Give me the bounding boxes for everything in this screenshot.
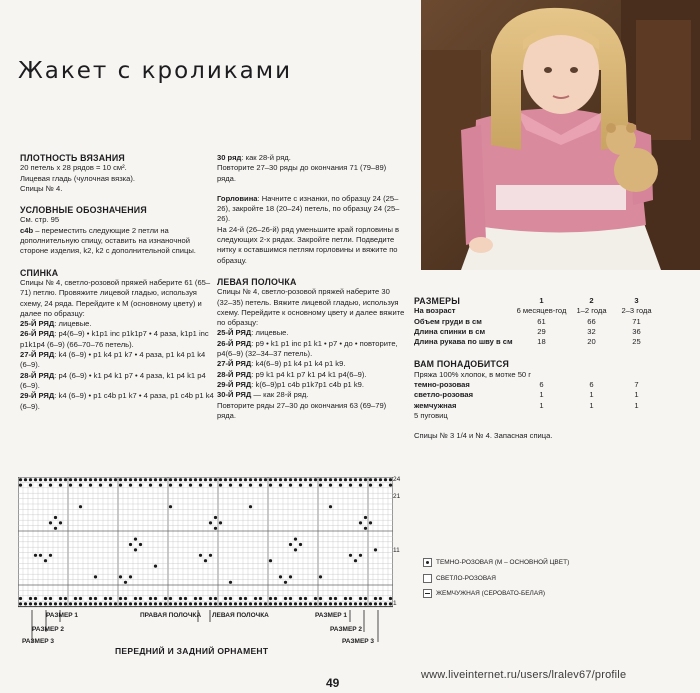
- size-label-left: РАЗМЕР 3: [22, 638, 55, 645]
- size-row: Объем груди в см 61 66 71: [414, 316, 641, 326]
- chart-caption: ПЕРЕДНИЙ И ЗАДНИЙ ОРНАМЕНТ: [115, 646, 269, 656]
- left-front-row: 27-Й РЯД: k4(6–9) p1 k4 p1 k4 p1 k9.: [217, 359, 346, 369]
- left-front-row: 29-Й РЯД: k(6–9)p1 c4b p1k7p1 c4b p1 k9.: [217, 379, 365, 389]
- left-front-row: 30-Й РЯД — как 28-й ряд.: [217, 390, 309, 400]
- material-row: жемчужная 1 1 1: [414, 400, 639, 410]
- density-line: Спицы № 4.: [20, 183, 63, 193]
- left-front-label: ЛЕВАЯ ПОЛОЧКА: [212, 612, 269, 619]
- right-front-label: ПРАВАЯ ПОЛОЧКА: [140, 612, 202, 619]
- symbols-c4b: c4b – переместить следующие 2 петли на дополнительную спицу, оставить на изнаночной стороне изделия, k2, k2 с дополнительной спицы.: [20, 225, 196, 256]
- watermark: www.liveinternet.ru/users/lralev67/profile: [421, 669, 627, 681]
- left-front-row: 26-Й РЯД: p9 • k1 p1 inc p1 k1 • p7 • до • повторите, p4(6–9) (32–34–37 петель).: [217, 338, 398, 359]
- materials-table: [414, 380, 659, 411]
- back-intro: Спицы № 4, светло-розовой пряжей наберите 61 (65–71) петлю. Провяжите лицевой гладью, используя схему, 24 ряда. Перейдите к М (основному цвету) и далее по образцу:: [20, 277, 211, 318]
- chart-gridlines: [18, 477, 393, 607]
- size-row: На возраст 6 месяцев-год 1–2 года 2–3 года: [414, 306, 652, 316]
- materials-yarn: Пряжа 100% хлопок, в мотке 50 г: [414, 369, 532, 379]
- legend-dash-icon: [423, 589, 432, 598]
- legend-item: СВЕТЛО-РОЗОВАЯ: [423, 574, 496, 583]
- row-number: 24: [393, 476, 401, 483]
- back-row: 27-Й РЯД: k4 (6–9) • p1 k4 p1 k7 • 4 раза, p1 k4 p1 k4 (6–9).: [20, 350, 206, 370]
- page-number: 49: [326, 676, 340, 690]
- legend-item: ТЕМНО-РОЗОВАЯ (М – ОСНОВНОЙ ЦВЕТ): [423, 558, 569, 567]
- middle-column: [217, 153, 407, 421]
- size-label-right: РАЗМЕР 3: [342, 638, 375, 645]
- repeat-top: Повторите 27–30 ряды до окончания 71 (79–89) ряда.: [217, 163, 387, 183]
- size-row: Длина спинки в см 29 32 36: [414, 326, 641, 336]
- density-line: 20 петель х 28 рядов = 10 см².: [20, 163, 127, 173]
- sizes-table: [414, 296, 659, 347]
- left-column: [20, 153, 215, 412]
- density-line: Лицевая гладь (чулочная вязка).: [20, 173, 136, 183]
- size-col-header: 3: [634, 296, 639, 305]
- left-front-intro: Спицы № 4, светло-розовой пряжей наберите 30 (32–35) петель. Вяжите лицевой гладью, используя схему. Перейдите к основному цвету и далее вяжите по образцу:: [217, 287, 405, 328]
- back-row: 28-Й РЯД: p4 (6–9) • k1 p4 k1 p7 • 4 раза, k1 p4 k1 p4 (6–9).: [20, 370, 206, 390]
- sizes-heading: РАЗМЕРЫ: [414, 296, 461, 306]
- back-heading: СПИНКА: [20, 267, 59, 278]
- size-label-right: РАЗМЕР 2: [330, 626, 363, 633]
- legend-blank-icon: [423, 574, 432, 583]
- left-front-heading: ЛЕВАЯ ПОЛОЧКА: [217, 276, 297, 287]
- size-label-left: РАЗМЕР 1: [46, 612, 79, 619]
- back-row: 26-Й РЯД: p4(6–9) • k1p1 inc p1k1p7 • 4 раза, k1p1 inc p1k1p4 (6–9) (66–70–76 петель).: [20, 329, 209, 349]
- legend-dot-icon: [423, 558, 432, 567]
- back-row: 29-Й РЯД: k4 (6–9) • p1 c4b p1 k7 • 4 раза, p1 c4b p1 k4 (6–9).: [20, 391, 214, 411]
- materials-buttons: 5 пуговиц: [414, 410, 448, 420]
- row-number: 11: [393, 547, 400, 554]
- page-title: Жакет с кроликами: [18, 58, 293, 84]
- size-row: Длина рукава по шву в см 18 20 25: [414, 337, 641, 347]
- density-heading: ПЛОТНОСТЬ ВЯЗАНИЯ: [20, 153, 125, 163]
- size-col-header: 2: [589, 296, 594, 305]
- photo-child-in-jacket: [421, 0, 700, 270]
- left-front-row: 28-Й РЯД: p9 k1 p4 k1 p7 k1 p4 k1 p4(6–9).: [217, 369, 367, 379]
- sizes-block: [414, 296, 664, 442]
- chart-grid: [18, 477, 393, 610]
- materials-needles: Спицы № 3 1/4 и № 4. Запасная спица.: [414, 431, 553, 441]
- legend-item: ЖЕМЧУЖНАЯ (СЕРОВАТО-БЕЛАЯ): [423, 589, 545, 598]
- size-col-header: 1: [539, 296, 544, 305]
- size-label-right: РАЗМЕР 1: [315, 612, 348, 619]
- size-label-left: РАЗМЕР 2: [32, 626, 65, 633]
- material-row: светло-розовая 1 1 1: [414, 390, 639, 400]
- knitting-chart: [18, 477, 393, 615]
- row-number: 21: [393, 493, 401, 500]
- left-front-repeat: Повторите ряды 27–30 до окончания 63 (69–79) ряда.: [217, 400, 387, 420]
- row30: 30 ряд: как 28-й ряд.: [217, 153, 291, 162]
- material-row: темно-розовая 6 6 7: [414, 380, 639, 390]
- back-row: 25-Й РЯД: лицевые.: [20, 319, 92, 329]
- neck-text-2: На 24-й (26–26-й) ряд уменьшите край горловины в следующих 2-х рядах. Закройте петли. Подведите нитку к оставшимся петлям горловины и вяжите по образцу.: [217, 224, 400, 265]
- symbols-ref: См. стр. 95: [20, 215, 60, 225]
- symbols-heading: УСЛОВНЫЕ ОБОЗНАЧЕНИЯ: [20, 205, 147, 216]
- neck-text: Горловина: Начните с изнанки, по образцу 24 (25–26), закройте 18 (20–24) петель, по образцу 24 (25–26).: [217, 193, 400, 224]
- row-number: 1: [393, 600, 397, 607]
- left-front-row: 25-Й РЯД: лицевые.: [217, 328, 289, 338]
- materials-heading: ВАМ ПОНАДОБИТСЯ: [414, 359, 510, 370]
